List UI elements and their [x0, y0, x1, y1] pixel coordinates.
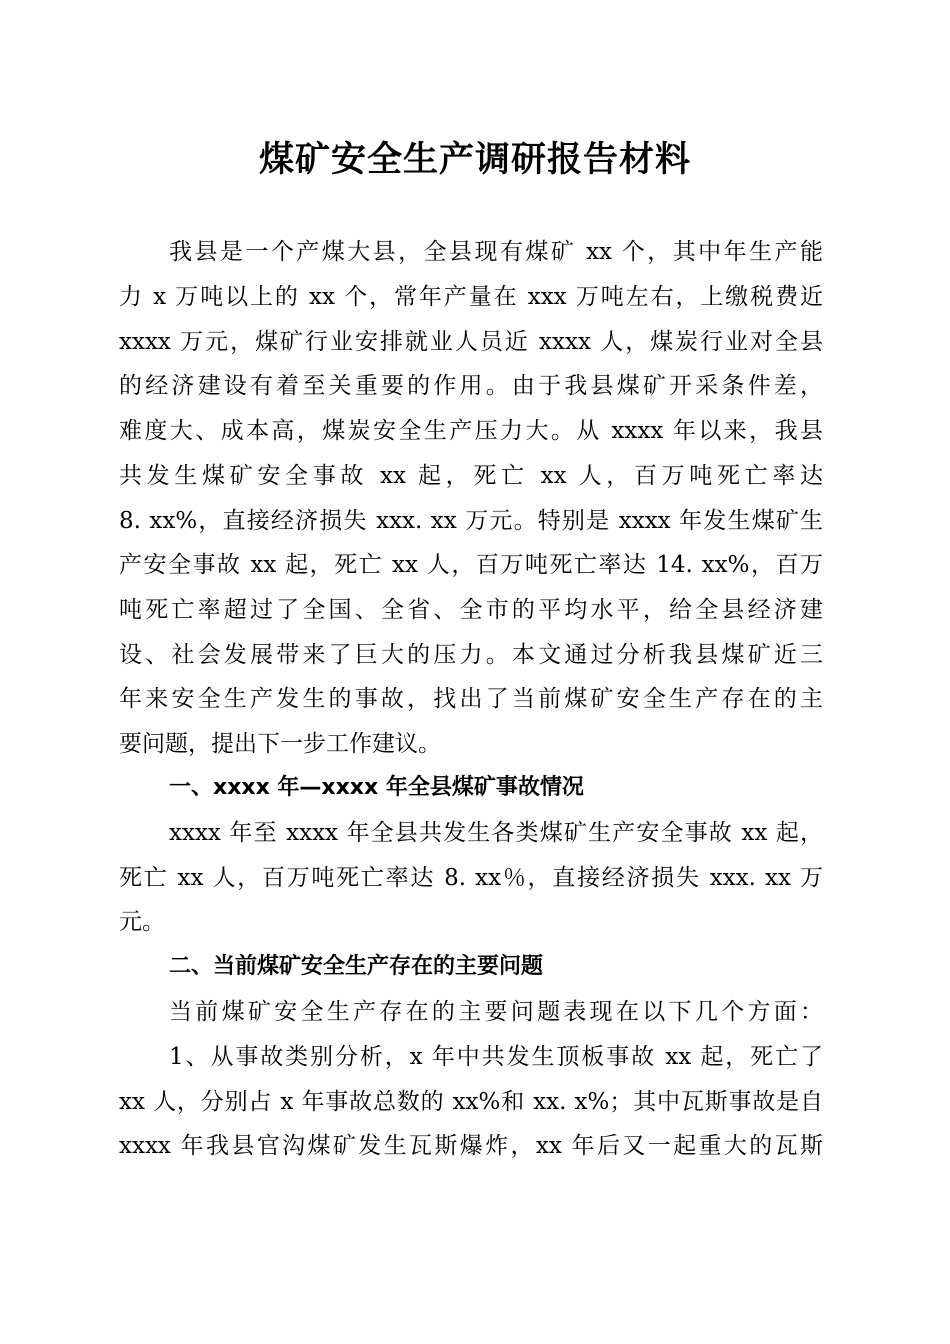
intro-line-3: xxxx 万元，煤矿行业安排就业人员近 xxxx 人，煤炭行业对全县: [119, 329, 823, 355]
intro-line-12: 要问题，提出下一步工作建议。: [119, 731, 441, 757]
section-1-line-2: 死亡 xx 人，百万吨死亡率达 8. xx％，直接经济损失 xxx. xx 万: [119, 865, 823, 891]
intro-line-2: 力 x 万吨以上的 xx 个，常年产量在 xxx 万吨左右，上缴税费近: [119, 284, 823, 310]
intro-line-11: 年来安全生产发生的事故，找出了当前煤矿安全生产存在的主: [119, 686, 823, 712]
intro-line-5: 难度大、成本高，煤炭安全生产压力大。从 xxxx 年以来，我县: [119, 418, 823, 444]
document-title: 煤矿安全生产调研报告材料: [258, 139, 691, 180]
section-2-line-3: xx 人，分别占 x 年事故总数的 xx%和 xx. x%；其中瓦斯事故是自: [119, 1089, 823, 1115]
section-2-line-1: 当前煤矿安全生产存在的主要问题表现在以下几个方面：: [169, 999, 823, 1025]
intro-line-9: 吨死亡率超过了全国、全省、全市的平均水平，给全县经济建: [119, 597, 823, 623]
intro-line-1: 我县是一个产煤大县，全县现有煤矿 xx 个，其中年生产能: [169, 239, 823, 265]
section-2-line-4: xxxx 年我县官沟煤矿发生瓦斯爆炸，xx 年后又一起重大的瓦斯: [119, 1133, 823, 1159]
section-2-heading: 二、当前煤矿安全生产存在的主要问题: [169, 954, 544, 979]
section-1-line-1: xxxx 年至 xxxx 年全县共发生各类煤矿生产安全事故 xx 起，: [169, 820, 823, 846]
intro-line-7: 8. xx%，直接经济损失 xxx. xx 万元。特别是 xxxx 年发生煤矿生: [119, 508, 823, 534]
section-1-line-3: 元。: [119, 909, 165, 935]
intro-line-4: 的经济建设有着至关重要的作用。由于我县煤矿开采条件差，: [119, 373, 823, 399]
intro-line-6: 共发生煤矿安全事故 xx 起，死亡 xx 人，百万吨死亡率达: [119, 463, 823, 489]
section-2-line-2: 1、从事故类别分析，x 年中共发生顶板事故 xx 起，死亡了: [169, 1044, 823, 1070]
intro-line-8: 产安全事故 xx 起，死亡 xx 人，百万吨死亡率达 14. xx%，百万: [119, 552, 823, 578]
section-1-heading: 一、xxxx 年—xxxx 年全县煤矿事故情况: [169, 775, 584, 800]
intro-line-10: 设、社会发展带来了巨大的压力。本文通过分析我县煤矿近三: [119, 642, 823, 668]
